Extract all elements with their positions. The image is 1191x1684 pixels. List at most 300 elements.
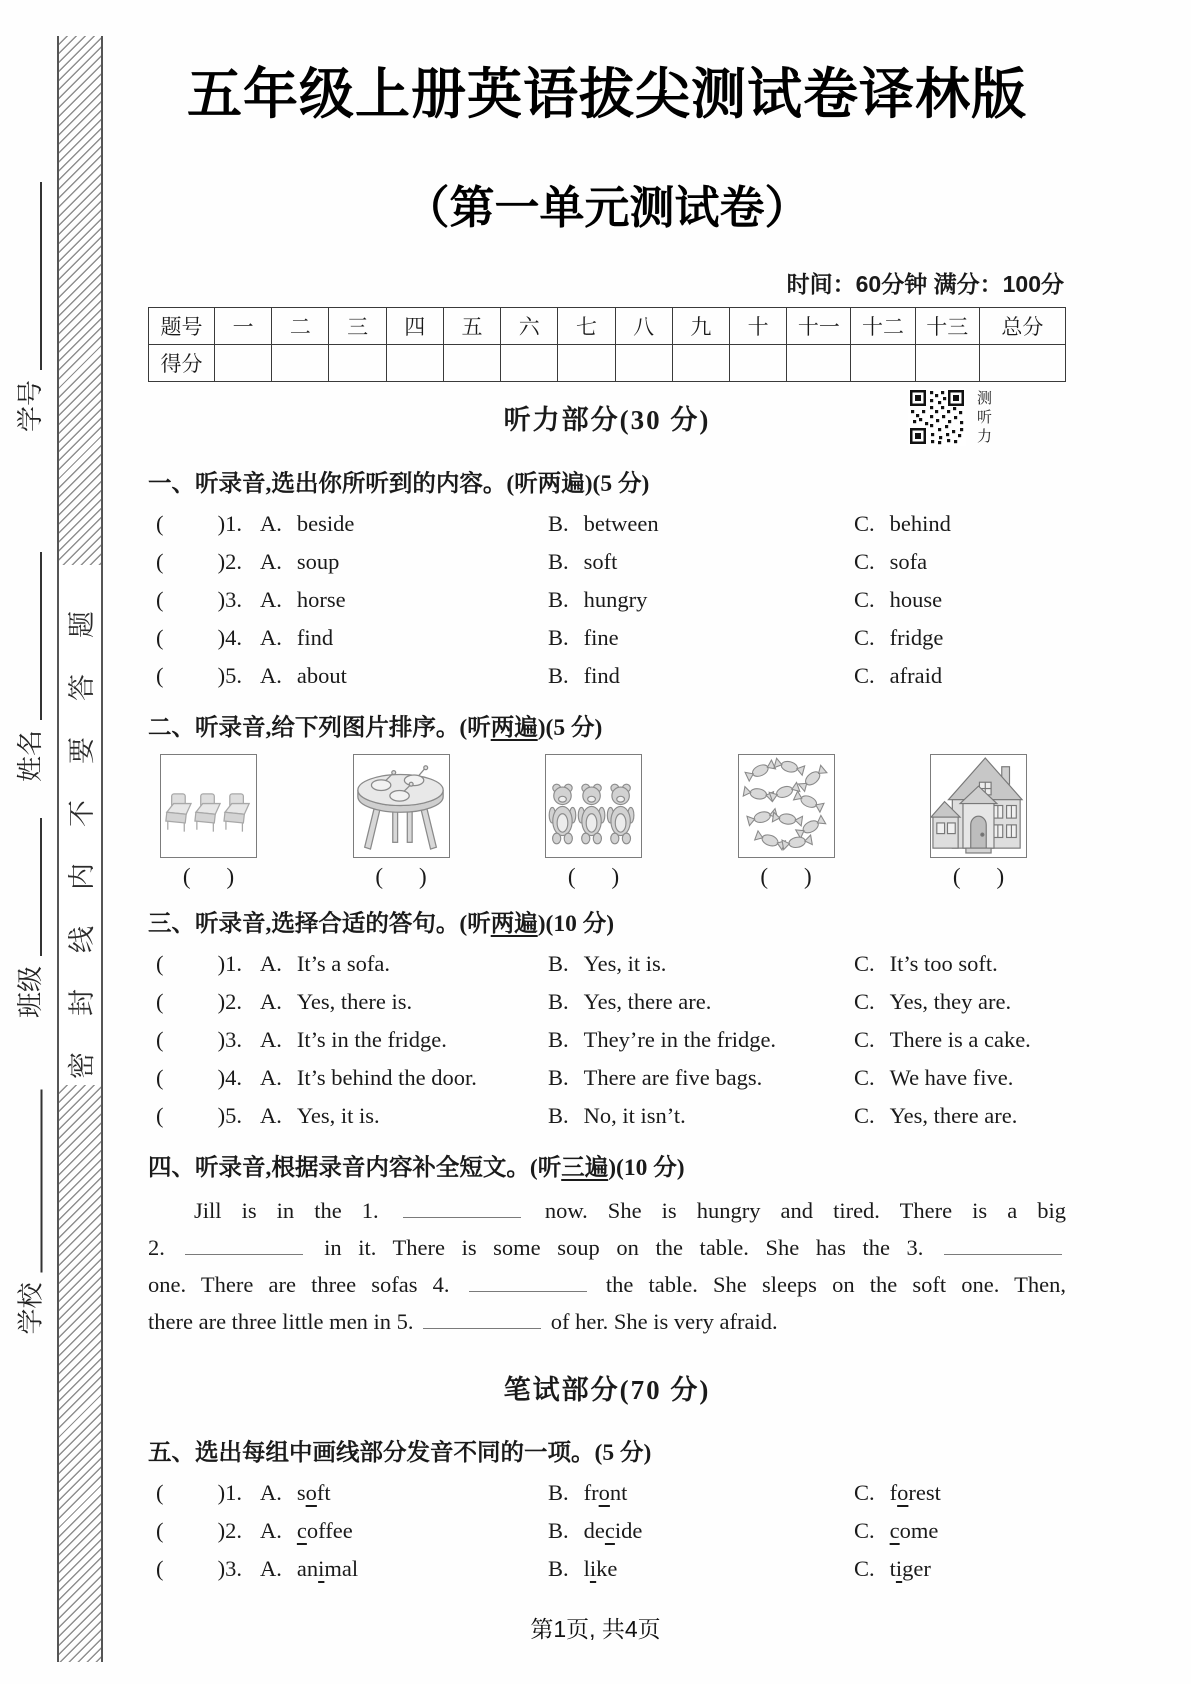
option-letter: A. bbox=[260, 989, 282, 1014]
option-text: There is a cake. bbox=[889, 1027, 1031, 1052]
score-empty-cell bbox=[979, 345, 1065, 382]
paren-open: ( bbox=[156, 989, 164, 1014]
seal-label-text: 学号 bbox=[15, 379, 45, 432]
option-letter: B. bbox=[548, 1027, 569, 1052]
score-header-cell: 十三 bbox=[915, 308, 979, 345]
word-pre: t bbox=[889, 1556, 896, 1581]
option-letter: C. bbox=[854, 625, 875, 650]
option-letter: A. bbox=[260, 951, 282, 976]
option-letter: B. bbox=[548, 587, 569, 612]
score-empty-cell bbox=[501, 345, 558, 382]
paren-open: ( bbox=[156, 511, 164, 536]
question-number: )3. bbox=[217, 1027, 242, 1052]
paren-open: ( bbox=[156, 951, 164, 976]
option-letter: B. bbox=[548, 1518, 569, 1543]
score-table-header-row bbox=[149, 308, 1066, 345]
underlined-letter: o bbox=[897, 1480, 909, 1505]
written-part-heading: 笔试部分(70 分) bbox=[503, 1375, 711, 1405]
option-letter: C. bbox=[854, 663, 875, 688]
option-b bbox=[548, 1557, 854, 1581]
question-number: )3. bbox=[217, 587, 242, 612]
option-letter: B. bbox=[548, 1065, 569, 1090]
word-post: ft bbox=[316, 1480, 331, 1505]
option-text: hungry bbox=[583, 587, 648, 612]
seal-warning-text: 密封线内不要答题 bbox=[67, 575, 97, 1079]
seal-label-text: 姓名 bbox=[15, 729, 45, 782]
paren-close: ) bbox=[804, 864, 812, 889]
option-a bbox=[260, 588, 548, 612]
option-text: afraid bbox=[889, 663, 943, 688]
option-c bbox=[854, 588, 1066, 612]
time-score-info: 时间：60分钟 满分：100分 bbox=[786, 271, 1064, 297]
word-post: mal bbox=[324, 1556, 359, 1581]
picture-answer-parens-row bbox=[148, 864, 1066, 890]
option-a bbox=[260, 512, 548, 536]
option-letter: A. bbox=[260, 1065, 282, 1090]
option-letter: B. bbox=[548, 1556, 569, 1581]
paren-close: ) bbox=[611, 864, 620, 889]
paren-open: ( bbox=[952, 864, 961, 889]
picture-answer-paren bbox=[160, 864, 257, 890]
paren-open: ( bbox=[156, 663, 164, 688]
option-letter: C. bbox=[854, 1103, 875, 1128]
score-empty-cell bbox=[329, 345, 386, 382]
paren-close: ) bbox=[996, 864, 1005, 889]
paren-open: ( bbox=[760, 864, 768, 889]
question-row bbox=[148, 588, 1066, 612]
answer-paren bbox=[156, 550, 260, 574]
option-c bbox=[854, 550, 1066, 574]
option-text: horse bbox=[296, 587, 346, 612]
question-row bbox=[148, 550, 1066, 574]
word-pre: f bbox=[889, 1480, 898, 1505]
fill-in-line bbox=[38, 552, 42, 720]
listening-qr-block bbox=[908, 388, 994, 447]
section4-title-pre: 四、听录音,根据录音内容补全短文。(听 bbox=[148, 1155, 562, 1181]
section2-title-pre: 二、听录音,给下列图片排序。(听 bbox=[148, 715, 491, 741]
option-c bbox=[854, 1557, 1066, 1581]
option-c bbox=[854, 626, 1066, 650]
picture-house bbox=[930, 754, 1027, 858]
question-row bbox=[148, 1557, 1066, 1581]
option-letter: C. bbox=[854, 1556, 875, 1581]
passage-text: 2. bbox=[148, 1235, 165, 1260]
passage-line bbox=[148, 1303, 1066, 1340]
option-text: house bbox=[889, 587, 943, 612]
paren-open: ( bbox=[567, 864, 576, 889]
score-row-label: 得分 bbox=[149, 345, 215, 382]
section4-title-post: )(10 分) bbox=[608, 1155, 685, 1181]
answer-paren bbox=[156, 626, 260, 650]
question-row bbox=[148, 1481, 1066, 1505]
option-text: No, it isn’t. bbox=[583, 1103, 686, 1128]
answer-paren bbox=[156, 588, 260, 612]
passage-text: of her. She is very afraid. bbox=[550, 1309, 778, 1334]
option-b bbox=[548, 1519, 854, 1543]
page-footer: 第1页, 共4页 bbox=[530, 1616, 661, 1642]
option-text: soup bbox=[296, 549, 340, 574]
bears-image bbox=[546, 755, 640, 856]
page-subtitle: （第一单元测试卷） bbox=[404, 182, 810, 233]
option-letter: C. bbox=[854, 1518, 875, 1543]
option-word bbox=[584, 1519, 643, 1543]
option-letter: B. bbox=[548, 989, 569, 1014]
score-header-cell: 六 bbox=[501, 308, 558, 345]
word-post: ome bbox=[899, 1518, 939, 1543]
score-empty-cell bbox=[615, 345, 672, 382]
fill-in-blank-5 bbox=[423, 1323, 541, 1329]
option-b bbox=[548, 664, 854, 688]
option-text: find bbox=[296, 625, 334, 650]
answer-paren bbox=[156, 1519, 260, 1543]
picture-three-bears bbox=[545, 754, 642, 858]
score-header-cell: 十 bbox=[729, 308, 786, 345]
option-text: There are five bags. bbox=[583, 1065, 763, 1090]
option-word bbox=[890, 1519, 939, 1543]
option-letter: A. bbox=[260, 663, 282, 688]
option-text: It’s in the fridge. bbox=[296, 1027, 447, 1052]
question-number: )2. bbox=[217, 549, 242, 574]
word-pre: s bbox=[296, 1480, 306, 1505]
option-text: soft bbox=[583, 549, 618, 574]
section2-title bbox=[148, 708, 1066, 742]
paren-open: ( bbox=[156, 1480, 164, 1505]
option-letter: C. bbox=[854, 989, 875, 1014]
score-empty-cell bbox=[851, 345, 915, 382]
option-letter: A. bbox=[260, 1518, 282, 1543]
option-c bbox=[854, 952, 1066, 976]
passage-line bbox=[148, 1229, 1066, 1266]
score-table bbox=[148, 307, 1066, 382]
option-letter: B. bbox=[548, 625, 569, 650]
score-header-cell: 二 bbox=[272, 308, 329, 345]
question-row bbox=[148, 990, 1066, 1014]
answer-paren bbox=[156, 1066, 260, 1090]
option-text: between bbox=[583, 511, 659, 536]
option-text: Yes, they are. bbox=[889, 989, 1012, 1014]
paren-open: ( bbox=[182, 864, 191, 889]
picture-answer-paren bbox=[738, 864, 835, 890]
seal-label-text: 班级 bbox=[15, 965, 45, 1018]
picture-answer-paren bbox=[545, 864, 642, 890]
option-a bbox=[260, 1519, 548, 1543]
passage-text: one. There are three sofas 4. bbox=[148, 1272, 450, 1297]
word-pre: an bbox=[296, 1556, 319, 1581]
paren-open: ( bbox=[156, 1065, 164, 1090]
fill-in-line bbox=[39, 1090, 43, 1273]
score-empty-cell bbox=[729, 345, 786, 382]
underlined-letter: i bbox=[589, 1556, 597, 1581]
underlined-letter: i bbox=[895, 1556, 903, 1581]
seal-label-class bbox=[13, 818, 47, 1018]
option-b bbox=[548, 550, 854, 574]
answer-paren bbox=[156, 990, 260, 1014]
underlined-letter: o bbox=[305, 1480, 317, 1505]
score-empty-cell bbox=[443, 345, 500, 382]
question-number: )5. bbox=[217, 663, 242, 688]
qr-code-icon bbox=[908, 388, 966, 446]
option-letter: B. bbox=[548, 951, 569, 976]
score-header-cell: 一 bbox=[215, 308, 272, 345]
house-image bbox=[931, 755, 1025, 856]
option-letter: A. bbox=[260, 587, 282, 612]
word-post: rest bbox=[908, 1480, 941, 1505]
option-letter: C. bbox=[854, 587, 875, 612]
option-word bbox=[890, 1481, 941, 1505]
answer-paren bbox=[156, 1028, 260, 1052]
question-row bbox=[148, 952, 1066, 976]
question-row bbox=[148, 512, 1066, 536]
section4-title-underlined: 三遍 bbox=[561, 1155, 609, 1181]
question-row bbox=[148, 1028, 1066, 1052]
seal-label-text: 学校 bbox=[15, 1282, 46, 1335]
seal-label-name bbox=[13, 552, 47, 782]
option-text: Yes, it is. bbox=[583, 951, 667, 976]
question-row bbox=[148, 1066, 1066, 1090]
option-c bbox=[854, 1104, 1066, 1128]
fill-in-blank-3 bbox=[944, 1249, 1062, 1255]
score-header-cell: 总分 bbox=[979, 308, 1065, 345]
option-letter: B. bbox=[548, 1480, 569, 1505]
paren-open: ( bbox=[156, 1518, 164, 1543]
passage-text: Jill is in the 1. bbox=[194, 1198, 379, 1223]
option-a bbox=[260, 664, 548, 688]
option-letter: C. bbox=[854, 1027, 875, 1052]
word-post: nt bbox=[609, 1480, 628, 1505]
answer-paren bbox=[156, 512, 260, 536]
question-number: )2. bbox=[217, 1518, 242, 1543]
section3-title-post: )(10 分) bbox=[537, 911, 615, 937]
word-post: ger bbox=[902, 1556, 931, 1581]
option-text: sofa bbox=[889, 549, 928, 574]
question-number: )1. bbox=[217, 951, 242, 976]
option-word bbox=[584, 1557, 618, 1581]
option-letter: C. bbox=[854, 511, 875, 536]
paren-open: ( bbox=[156, 625, 164, 650]
seal-line-column bbox=[57, 36, 103, 1662]
question-number: )1. bbox=[217, 511, 242, 536]
paren-close: ) bbox=[226, 864, 235, 889]
underlined-letter: o bbox=[598, 1480, 610, 1505]
paren-open: ( bbox=[375, 864, 383, 889]
question-row bbox=[148, 664, 1066, 688]
passage-line bbox=[148, 1192, 1066, 1229]
option-text: It’s behind the door. bbox=[296, 1065, 477, 1090]
option-b bbox=[548, 1481, 854, 1505]
listening-part-heading: 听力部分(30 分) bbox=[503, 405, 711, 435]
option-text: beside bbox=[296, 511, 355, 536]
paren-open: ( bbox=[156, 1556, 164, 1581]
option-text: about bbox=[296, 663, 347, 688]
option-letter: C. bbox=[854, 1480, 875, 1505]
score-header-cell: 五 bbox=[443, 308, 500, 345]
option-word bbox=[584, 1481, 628, 1505]
section3-title-pre: 三、听录音,选择合适的答句。(听 bbox=[148, 911, 491, 937]
option-text: They’re in the fridge. bbox=[583, 1027, 777, 1052]
score-header-cell: 四 bbox=[386, 308, 443, 345]
option-text: Yes, there are. bbox=[889, 1103, 1018, 1128]
option-a bbox=[260, 1481, 548, 1505]
fill-in-line bbox=[38, 182, 42, 370]
option-letter: B. bbox=[548, 549, 569, 574]
question-number: )3. bbox=[217, 1556, 242, 1581]
option-word bbox=[297, 1481, 331, 1505]
section3-title-underlined: 两遍 bbox=[490, 911, 538, 937]
option-word bbox=[297, 1557, 358, 1581]
option-b bbox=[548, 1066, 854, 1090]
option-b bbox=[548, 1104, 854, 1128]
fill-in-blank-4 bbox=[469, 1286, 587, 1292]
picture-ordering-row bbox=[148, 754, 1066, 858]
underlined-letter: c bbox=[296, 1518, 307, 1543]
score-header-cell: 题号 bbox=[149, 308, 215, 345]
passage-text: in it. There is some soup on the table. She has the 3. bbox=[324, 1235, 924, 1260]
section2-title-underlined: 两遍 bbox=[490, 715, 538, 741]
picture-table-with-soup bbox=[353, 754, 450, 858]
passage-line bbox=[148, 1266, 1066, 1303]
option-a bbox=[260, 626, 548, 650]
option-letter: A. bbox=[260, 549, 282, 574]
qr-caption: 测听力 bbox=[975, 390, 992, 447]
hatch-pattern-bottom bbox=[59, 1085, 101, 1662]
score-table-score-row bbox=[149, 345, 1066, 382]
option-word bbox=[890, 1557, 931, 1581]
section4-title bbox=[148, 1148, 1066, 1182]
fill-in-blank-2 bbox=[185, 1249, 303, 1255]
option-text: Yes, there are. bbox=[583, 989, 712, 1014]
underlined-letter: c bbox=[604, 1518, 615, 1543]
option-a bbox=[260, 952, 548, 976]
option-a bbox=[260, 550, 548, 574]
question-row bbox=[148, 626, 1066, 650]
answer-paren bbox=[156, 1481, 260, 1505]
option-c bbox=[854, 512, 1066, 536]
question-number: )2. bbox=[217, 989, 242, 1014]
word-post: offee bbox=[306, 1518, 353, 1543]
picture-candies bbox=[738, 754, 835, 858]
question-number: )4. bbox=[217, 625, 242, 650]
option-letter: B. bbox=[548, 511, 569, 536]
section5-title: 五、选出每组中画线部分发音不同的一项。(5 分) bbox=[148, 1440, 652, 1466]
option-text: fine bbox=[583, 625, 619, 650]
score-header-cell: 九 bbox=[672, 308, 729, 345]
option-letter: C. bbox=[854, 549, 875, 574]
option-text: behind bbox=[889, 511, 951, 536]
page-title: 五年级上册英语拔尖测试卷译林版 bbox=[186, 63, 1027, 125]
option-letter: A. bbox=[260, 625, 282, 650]
option-b bbox=[548, 1028, 854, 1052]
option-text: Yes, there is. bbox=[296, 989, 413, 1014]
option-c bbox=[854, 990, 1066, 1014]
underlined-letter: c bbox=[889, 1518, 900, 1543]
option-b bbox=[548, 990, 854, 1014]
question-number: )4. bbox=[217, 1065, 242, 1090]
underlined-letter: i bbox=[318, 1556, 325, 1581]
option-c bbox=[854, 1066, 1066, 1090]
question-row bbox=[148, 1104, 1066, 1128]
option-letter: C. bbox=[854, 951, 875, 976]
option-text: find bbox=[583, 663, 620, 688]
paren-open: ( bbox=[156, 1103, 164, 1128]
option-word bbox=[297, 1519, 353, 1543]
option-b bbox=[548, 512, 854, 536]
word-pre: fr bbox=[583, 1480, 599, 1505]
answer-paren bbox=[156, 952, 260, 976]
answer-paren bbox=[156, 1104, 260, 1128]
score-empty-cell bbox=[215, 345, 272, 382]
option-a bbox=[260, 1557, 548, 1581]
picture-answer-paren bbox=[930, 864, 1027, 890]
option-letter: A. bbox=[260, 511, 282, 536]
fill-in-line bbox=[38, 818, 42, 956]
score-header-cell: 八 bbox=[615, 308, 672, 345]
option-a bbox=[260, 1066, 548, 1090]
option-letter: A. bbox=[260, 1556, 282, 1581]
option-c bbox=[854, 664, 1066, 688]
word-pre: l bbox=[583, 1556, 590, 1581]
score-header-cell: 十一 bbox=[787, 308, 851, 345]
picture-three-beds bbox=[160, 754, 257, 858]
paren-open: ( bbox=[156, 549, 164, 574]
hatch-pattern-top bbox=[59, 36, 101, 565]
question-number: )5. bbox=[217, 1103, 242, 1128]
option-a bbox=[260, 1028, 548, 1052]
paren-open: ( bbox=[156, 1027, 164, 1052]
answer-paren bbox=[156, 664, 260, 688]
seal-label-school bbox=[14, 1090, 48, 1335]
option-text: We have five. bbox=[889, 1065, 1014, 1090]
option-b bbox=[548, 952, 854, 976]
option-letter: B. bbox=[548, 663, 569, 688]
score-empty-cell bbox=[787, 345, 851, 382]
passage-text: the table. She sleeps on the soft one. Then, bbox=[605, 1272, 1067, 1297]
option-letter: C. bbox=[854, 1065, 875, 1090]
paren-open: ( bbox=[156, 587, 164, 612]
option-c bbox=[854, 1028, 1066, 1052]
option-b bbox=[548, 588, 854, 612]
section1-title: 一、听录音,选出你所听到的内容。(听两遍)(5 分) bbox=[148, 471, 650, 497]
score-empty-cell bbox=[915, 345, 979, 382]
option-text: It’s a sofa. bbox=[296, 951, 390, 976]
picture-answer-paren bbox=[353, 864, 450, 890]
option-letter: B. bbox=[548, 1103, 569, 1128]
score-header-cell: 三 bbox=[329, 308, 386, 345]
score-header-cell: 七 bbox=[558, 308, 615, 345]
score-empty-cell bbox=[386, 345, 443, 382]
section2-title-post: )(5 分) bbox=[537, 715, 603, 741]
option-letter: A. bbox=[260, 1103, 282, 1128]
score-header-cell: 十二 bbox=[851, 308, 915, 345]
option-letter: A. bbox=[260, 1480, 282, 1505]
option-letter: A. bbox=[260, 1027, 282, 1052]
fill-in-blank-1 bbox=[403, 1212, 521, 1218]
exam-paper bbox=[148, 28, 1066, 1581]
score-empty-cell bbox=[272, 345, 329, 382]
question-number: )1. bbox=[217, 1480, 242, 1505]
option-text: It’s too soft. bbox=[889, 951, 998, 976]
candies-image bbox=[739, 755, 833, 856]
beds-image bbox=[161, 755, 255, 856]
option-a bbox=[260, 1104, 548, 1128]
passage-text: now. She is hungry and tired. There is a big bbox=[544, 1198, 1067, 1223]
table-image bbox=[354, 755, 448, 856]
option-b bbox=[548, 626, 854, 650]
score-empty-cell bbox=[558, 345, 615, 382]
cloze-passage bbox=[148, 1192, 1066, 1340]
word-pre: de bbox=[583, 1518, 605, 1543]
option-text: fridge bbox=[889, 625, 944, 650]
paren-close: ) bbox=[419, 864, 427, 889]
